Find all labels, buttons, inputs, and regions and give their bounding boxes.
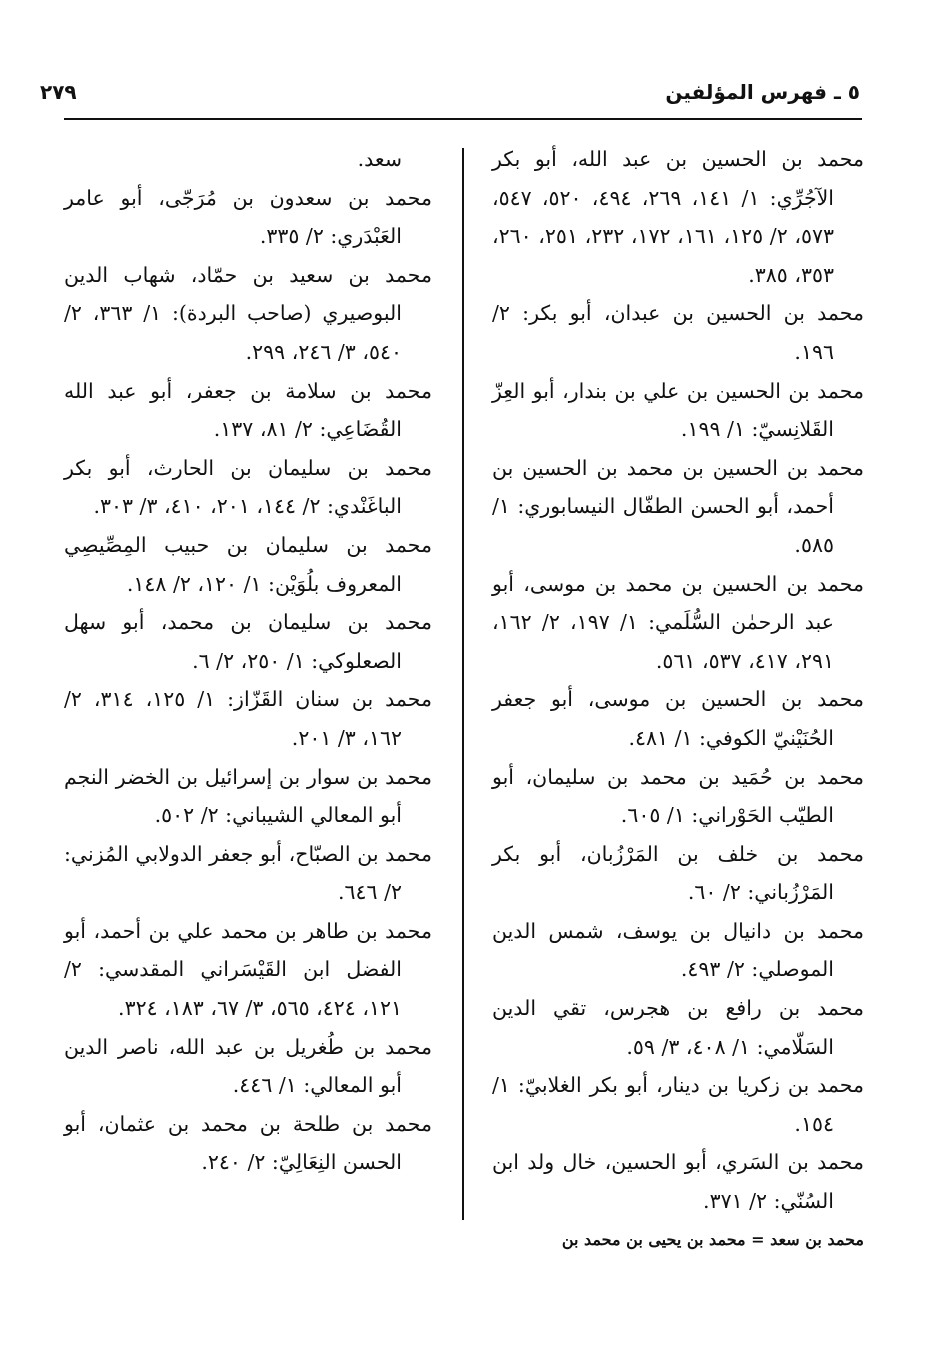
index-entry: محمد بن السَري، أبو الحسين، خال ولد ابن السُنّي: ٢/ ٣٧١. [492, 1150, 864, 1214]
index-entry-continuation: سعد. [357, 147, 402, 171]
index-entry: محمد بن الحسين بن عبد الله، أبو بكر الآجُرِّي: ١/ ١٤١، ٢٦٩، ٤٩٤، ٥٢٠، ٥٤٧، ٥٧٣، ٢/ ١٢٥، ١٦١، ١٧٢، ٢٣٢، ٢٥١، ٢٦٠، ٣٥٣، ٣٨٥. [492, 147, 864, 287]
section-title: ٥ ـ فهرس المؤلفين [665, 80, 860, 104]
index-entry: محمد بن طاهر بن محمد علي بن أحمد، أبو الفضل ابن القَيْسَراني المقدسي: ٢/ ١٢١، ٤٢٤، ٥٦٥، ٣/ ٦٧، ١٨٣، ٣٢٤. [64, 918, 432, 1021]
index-entry: محمد بن الحسين بن علي بن بندار، أبو العِزّ القَلانِسيّ: ١/ ١٩٩. [492, 378, 864, 442]
page-header [40, 74, 860, 114]
right-column [492, 140, 864, 1259]
index-entry: محمد بن سليمان بن الحارث، أبو بكر الباغَنْدي: ٢/ ١٤٤، ٢٠١، ٤١٠، ٣/ ٣٠٣. [64, 455, 432, 519]
index-entry: محمد بن رافع بن هجرس، تقي الدين السَلّامي: ١/ ٤٠٨، ٣/ ٥٩. [492, 996, 864, 1059]
header-rule [64, 118, 862, 120]
index-entry: محمد بن سلامة بن جعفر، أبو عبد الله القُضَاعِي: ٢/ ٨١، ١٣٧. [64, 378, 432, 442]
index-entry: محمد بن الصبّاح، أبو جعفر الدولابي المُزني: ٢/ ٦٤٦. [64, 841, 432, 905]
index-entry: محمد بن سعدون بن مُرَجّى، أبو عامر العَبْدَري: ٢/ ٣٣٥. [64, 185, 432, 249]
index-entry: محمد بن خلف بن المَرْزُبان، أبو بكر المَرْزُباني: ٢/ ٦٠. [492, 841, 864, 905]
index-entry: محمد بن زكريا بن دينار، أبو بكر الغلابيّ: ١/ ١٥٤. [492, 1073, 864, 1136]
index-entry-continued: محمد بن سعد = محمد بن يحيى بن محمد بن [561, 1229, 864, 1249]
index-entry: محمد بن دانيال بن يوسف، شمس الدين الموصلي: ٢/ ٤٩٣. [492, 918, 864, 982]
index-entry: محمد بن الحسين بن موسى، أبو جعفر الحُنَيْنيّ الكوفي: ١/ ٤٨١. [492, 687, 864, 750]
page-number: ٢٧٩ [40, 80, 77, 104]
left-column [64, 140, 432, 1182]
index-entry: محمد بن الحسين بن عبدان، أبو بكر: ٢/ ١٩٦. [492, 301, 864, 364]
index-entry: محمد بن حُمَيد بن محمد بن سليمان، أبو الطيّب الحَوْراني: ١/ ٦٠٥. [492, 764, 864, 828]
index-entry: محمد بن الحسين بن محمد بن موسى، أبو عبد الرحمٰن السُّلَمي: ١/ ١٩٧، ٢/ ١٦٢، ٢٩١، ٤١٧، ٥٣٧، ٥٦١. [492, 571, 864, 673]
index-entry: محمد بن سعيد بن حمّاد، شهاب الدين البوصيري (صاحب البردة): ١/ ٣٦٣، ٢/ ٥٤٠، ٣/ ٢٤٦، ٢٩٩. [64, 262, 432, 364]
index-entry: محمد بن سوار بن إسرائيل بن الخضر النجم أبو المعالي الشيباني: ٢/ ٥٠٢. [64, 764, 432, 828]
index-entry: محمد بن سليمان بن حبيب المِصِّيصِي المعروف بلُوَيْن: ١/ ١٢٠، ٢/ ١٤٨. [64, 532, 432, 596]
index-entry: محمد بن طُغريل بن عبد الله، ناصر الدين أبو المعالي: ١/ ٤٤٦. [64, 1034, 432, 1098]
index-entry: محمد بن الحسين بن محمد بن الحسين بن أحمد، أبو الحسن الطفّال النيسابوري: ١/ ٥٨٥. [492, 455, 864, 557]
index-entry: محمد بن سليمان بن محمد، أبو سهل الصعلوكي: ١/ ٢٥٠، ٢/ ٦. [64, 610, 432, 673]
index-entry: محمد بن طلحة بن محمد بن عثمان، أبو الحسن النِعَالِيّ: ٢/ ٢٤٠. [64, 1111, 432, 1175]
column-divider [462, 148, 464, 1220]
index-entry: محمد بن سنان القَزّاز: ١/ ١٢٥، ٣١٤، ٢/ ١٦٢، ٣/ ٢٠١. [64, 687, 432, 750]
